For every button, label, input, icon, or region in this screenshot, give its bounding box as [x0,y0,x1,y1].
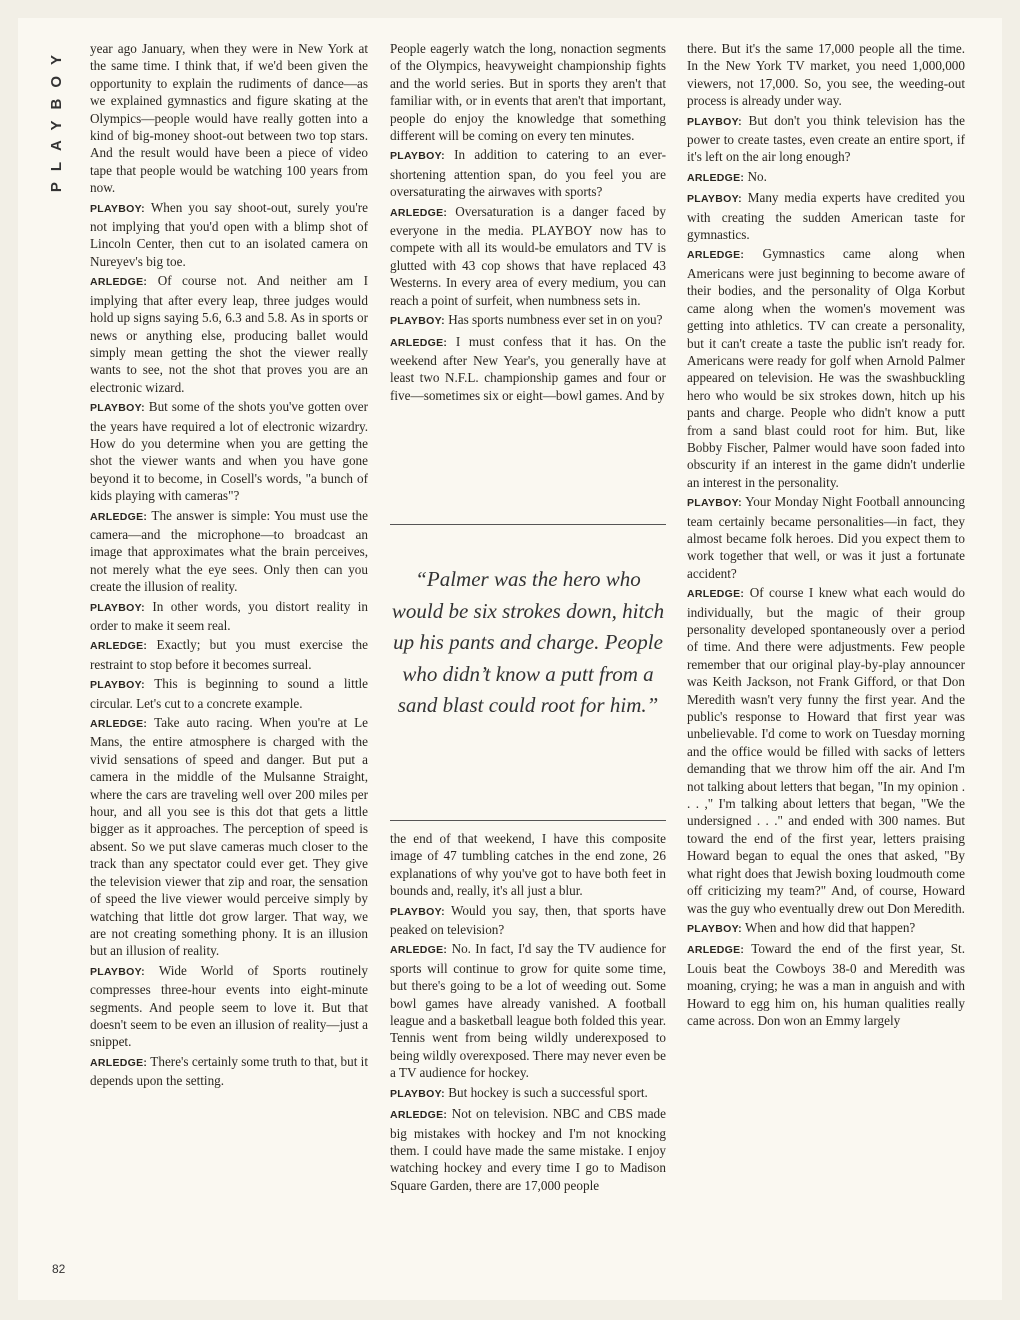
paragraph-text: Your Monday Night Football announcing team certainly became personalities—in fact, they almost became folk heroes. Did you expect them to work together that well, or was it just a fortunate accident? [687,494,965,581]
speaker-label: ARLEDGE: [90,276,148,289]
speaker-label: ARLEDGE: [90,1056,148,1069]
paragraph [390,830,666,900]
paragraph [687,40,965,110]
paragraph-text: Take auto racing. When you're at Le Mans, the entire atmosphere is charged with the vivid sensations of speed and danger. But put a camera in the middle of the Mulsanne Straight, where the cars are traveling well over 200 miles per hour, and all you see is this dot that gets a little bigger as it approaches. The perception of speed is absent. So we put slave cameras much closer to the track than any spectator could ever get. They give the television viewer that zip and roar, the sensation of speed the live viewer would perceive simply by watching that little dot grow larger. That way, we are not creating something phony. It is an illusion but an illusion of reality. [90,715,368,959]
paragraph [390,1105,666,1194]
speaker-label: PLAYBOY: [687,922,742,935]
speaker-label: ARLEDGE: [390,944,448,957]
pull-quote: “Palmer was the hero who would be six strokes down, hitch up his pants and charge. People who didn’t know a putt from a sand blast could root for him.” [391,567,665,717]
page-number: 82 [52,1262,66,1276]
text-column-2-bottom [390,830,666,1196]
speaker-label: PLAYBOY: [390,315,445,328]
paragraph [90,598,368,635]
text-column-2-top [390,40,666,406]
speaker-label: PLAYBOY: [390,905,445,918]
paragraph [390,146,666,200]
paragraph [90,507,368,596]
paragraph [90,272,368,396]
pull-quote-top-rule [390,524,666,525]
speaker-label: ARLEDGE: [687,944,745,957]
paragraph-text: there. But it's the same 17,000 people all the time. In the New York TV market, you need 1,000,000 viewers, not 17,000. So, you see, the weeding-out process is already under way. [687,41,965,109]
paragraph [687,112,965,166]
pull-quote-bottom-rule [390,820,666,821]
speaker-label: PLAYBOY: [687,497,742,510]
paragraph [687,940,965,1029]
paragraph-text: No. [747,168,767,184]
speaker-label: ARLEDGE: [90,510,148,523]
paragraph [687,493,965,582]
paragraph-text: People eagerly watch the long, nonaction segments of the Olympics, heavyweight championship fights and the world series. But in sports they aren't that familiar with, or in events that aren't that important, people do enjoy the knowledge that something different will be coming on every ten minutes. [390,41,666,144]
pull-quote-box [390,524,666,822]
speaker-label: ARLEDGE: [390,336,448,349]
paragraph [390,940,666,1081]
paragraph [90,199,368,271]
paragraph-text: Wide World of Sports routinely compresses three-hour events into eight-minute segments. And people seem to love it. But that doesn't seem to be even an illusion of reality—just a snippet. [90,962,369,1050]
paragraph-text: In other words, you distort reality in order to make it seem real. [90,598,368,633]
paragraph [390,1084,666,1103]
paragraph-text: Has sports numbness ever set in on you? [448,312,663,328]
paragraph-text: No. In fact, I'd say the TV audience for sports will continue to grow for quite some time, but there's going to be a lot of weeding out. Some bowl games have already vanished. A football league and a basketball league both folded this year. Tennis went from being wildly underexposed to being wildly overexposed. There may never even be a TV audience for hockey. [390,941,666,1081]
speaker-label: ARLEDGE: [90,718,148,731]
speaker-label: ARLEDGE: [687,588,745,601]
magazine-name-rail: PLAYBOY [48,44,65,193]
paragraph-text: When you say shoot-out, surely you're not implying that you'd open with a blimp shot of Lincoln Center, then cut to an isolated camera on Nureyev's big toe. [90,199,368,269]
paragraph-text: This is beginning to sound a little circular. Let's cut to a concrete example. [90,676,369,711]
paragraph [90,1053,368,1090]
speaker-label: PLAYBOY: [90,965,145,978]
paragraph-text: The answer is simple: You must use the camera—and the microphone—to broadcast an image that approximates what the brain perceives, not merely what the eye sees. Only then can you create the illusion of reality. [90,507,368,595]
paragraph [687,584,965,917]
speaker-label: PLAYBOY: [687,115,742,128]
paragraph-text: There's certainly some truth to that, but it depends upon the setting. [90,1053,369,1089]
paragraph-text: Oversaturation is a danger faced by everyone in the media. PLAYBOY now has to compete with all its would-be emulators and TV is glutted with 43 cop shows that have replaced 43 Westerns. In every area of every medium, you can reach a point of surfeit, when numbness sets in. [390,203,666,308]
speaker-label: ARLEDGE: [687,171,745,184]
speaker-label: ARLEDGE: [390,1109,448,1122]
paragraph [390,203,666,309]
paragraph-text: When and how did that happen? [744,919,916,935]
paragraph-text: year ago January, when they were in New York at the same time. I think that, if we'd been given the opportunity to explain the rudiments of dance—as we explained gymnastics and figure skating at the Olympics—people would have really gotten into a kind of big-money shoot-out between two top stars. And the result would have been a piece of video tape that people would be watching 100 years from now. [90,41,368,196]
speaker-label: PLAYBOY: [390,150,445,163]
paragraph [390,902,666,939]
speaker-label: PLAYBOY: [687,193,742,206]
paragraph [90,714,368,960]
speaker-label: ARLEDGE: [90,640,148,653]
paragraph [90,675,368,712]
paragraph-text: Of course not. And neither am I implying that after every leap, three judges would hold up signs saying 5.6, 6.3 and 5.8. As in sports or news or anything else, producing ballet would simply mean getting the shot the viewer really wants to see, not the shot that proves you are an electronic wizard. [90,273,368,395]
text-column-1 [90,40,368,1092]
paragraph [90,398,368,504]
paragraph-text: Toward the end of the first year, St. Louis beat the Cowboys 38-0 and Meredith was moaning, crying; he was a man in anguish and with Howard to egg him on, his human qualities really came across. Don won an Emmy largely [687,941,965,1028]
paragraph-text: Gymnastics came along when Americans were just beginning to become aware of their bodies, and the personality of Olga Korbut came along when the women's movement was getting into athletics. TV can create a personality, but it can't create a taste the public isn't ready for. Americans were ready for golf when Arnold Palmer appeared on television. He was the swashbuckling hero who would be six strokes down, hitch up his pants and charge. People who didn't know a putt from a sand blast could root for him. But, like Bobby Fischer, Palmer would have soon faded into obscurity if an interest in the game didn't underlie an interest in the personality. [687,246,965,490]
paragraph-text: Many media experts have credited you with creating the sudden American taste for gymnastics. [687,190,965,243]
speaker-label: PLAYBOY: [90,679,145,692]
paragraph-text: the end of that weekend, I have this composite image of 47 tumbling catches in the end zone, 26 explanations of why you've got to have both feet in bounds and, really, it's all just a blur. [390,831,666,899]
paragraph [687,919,965,938]
paragraph [687,168,965,187]
speaker-label: PLAYBOY: [90,402,145,415]
paragraph-text: But some of the shots you've gotten over the years have required a lot of electronic wizardry. How do you determine when you are getting the shot the viewer wants and when you have gone beyond it to become, in Cosell's words, "a bunch of kids playing with cameras"? [90,399,368,504]
paragraph [90,962,368,1051]
paragraph-text: Of course I knew what each would do individually, but the magic of their group personality developed spontaneously over a period of time. And there were adjustments. Few people remember that our original play-by-play announcer was Keith Jackson, not Frank Gifford, or that Don Meredith wasn't very funny the first year. And the public's response to Howard that first year was unbelievable. I'd come to work on Tuesday morning and the office would be filled with sacks of letters demanding that we throw him off the air. And I'm not talking about letters that began, "In my opinion . . . ," I'm talking about letters that began, "We the undersigned . . ." and ended with 300 names. But toward the end of the first year, letters praising Howard began to equal the ones that asked, "By what right does that Jewish boxing loudmouth come off criticizing my team?" And, of course, Howard was the guy who eventually drew out Don Meredith. [687,585,966,916]
speaker-label: PLAYBOY: [390,1087,445,1100]
paragraph [687,245,965,491]
paragraph-text: Not on television. NBC and CBS made big mistakes with hockey and I'm not knocking them. I could have made the same mistake. I enjoy watching hockey and every time I go to Madison Square Garden, there are 17,000 people [390,1106,666,1193]
paragraph-text: But don't you think television has the power to create tastes, even create an entire sport, if it's left on the air long enough? [687,112,966,165]
paragraph-text: I must confess that it has. On the weekend after New Year's, you generally have at least two N.F.L. championship games and four or five—sometimes six or eight—bowl games. And by [390,333,667,403]
paragraph-text: But hockey is such a successful sport. [448,1084,648,1100]
paragraph-text: Exactly; but you must exercise the restraint to stop before it becomes surreal. [90,637,369,672]
paragraph [90,636,368,673]
text-column-3 [687,40,965,1031]
paragraph [390,40,666,144]
speaker-label: PLAYBOY: [90,601,145,614]
speaker-label: ARLEDGE: [390,206,448,219]
paragraph-text: Would you say, then, that sports have peaked on television? [390,902,667,938]
paragraph [390,311,666,330]
paragraph [687,189,965,243]
paragraph [390,333,666,405]
speaker-label: PLAYBOY: [90,202,145,215]
speaker-label: ARLEDGE: [687,249,745,262]
paragraph-text: In addition to catering to an ever-shortening attention span, do you feel you are oversaturating the airwaves with sports? [390,147,666,200]
paragraph [90,40,368,197]
